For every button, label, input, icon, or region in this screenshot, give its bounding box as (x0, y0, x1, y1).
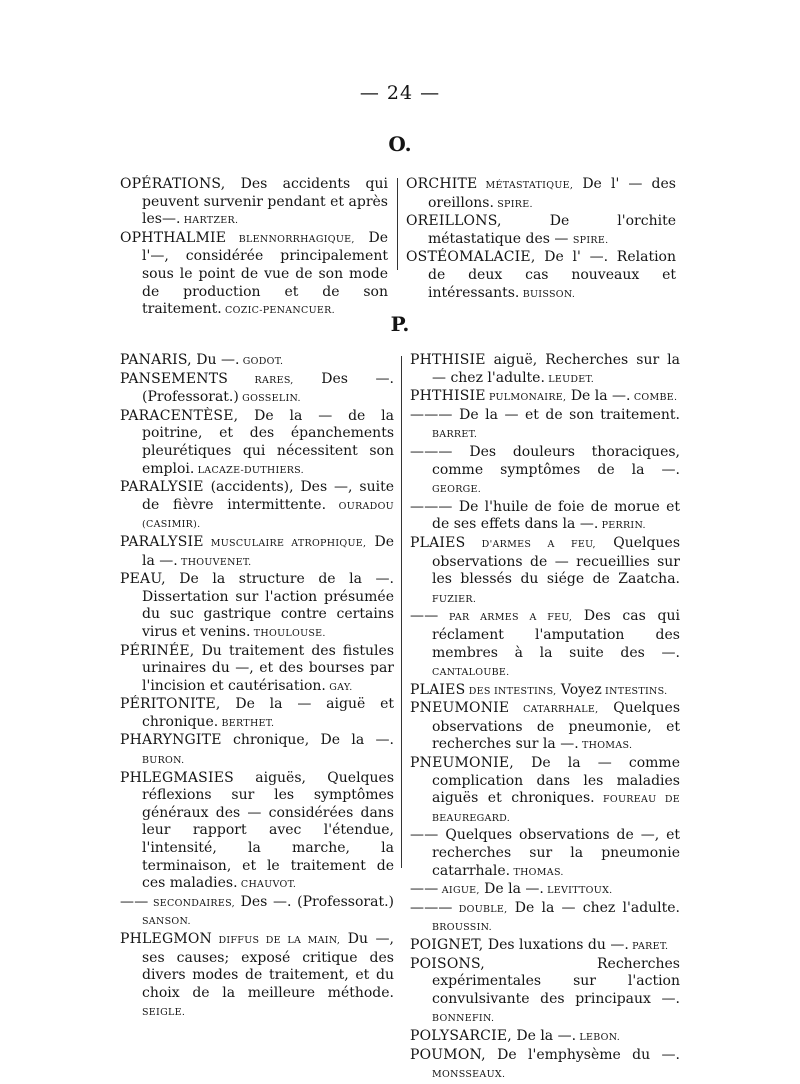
entry-text: Du —, ses causes; exposé critique des divers modes de traitement, et du choix de la meilleure méthode. (142, 931, 395, 1001)
entry-text: Quelques observations de —, et recherches sur la pneumonie catarrhale. (432, 827, 680, 879)
entry-headword: PHLEGMON (120, 931, 212, 947)
entry-headword: POLYSARCIE, (410, 1027, 512, 1044)
entry-headword: PNEUMONIE, (410, 755, 514, 772)
entry-headword: PHLEGMASIES (120, 769, 234, 786)
entry-headword: OPÉRATIONS, (120, 176, 226, 192)
entry-text: Des luxations du —. (483, 937, 629, 953)
entry-text: Quelques observations de — recueillies sur les blessés du siége de Zaatcha. (432, 534, 681, 588)
index-entry (410, 444, 680, 499)
entry-text: Des cas qui réclament l'amputation des membres à la suite des —. (432, 608, 681, 661)
column-divider (397, 178, 398, 270)
entry-qualifier: MUSCULAIRE ATROPHIQUE, (203, 537, 367, 549)
entry-headword: OSTÉOMALACIE, (406, 249, 536, 266)
entry-author: SPIRE. (572, 234, 609, 246)
entry-author: COZIC-PENANCUER. (221, 305, 335, 317)
index-entry (120, 408, 394, 479)
index-entry (410, 827, 680, 881)
entry-headword: PNEUMONIE (410, 700, 510, 717)
entry-text: Du traitement des fistules urinaires du —, et des bourses par l'incision et cautérisation. (142, 642, 394, 694)
index-entry (120, 571, 394, 642)
entry-headword: PÉRITONITE, (120, 696, 221, 713)
entry-author: CANTALOUBE. (432, 667, 510, 679)
entry-headword: ——— (410, 498, 453, 515)
page-number: — 24 — (359, 82, 441, 104)
entry-text: aiguë, Recherches sur la — chez l'adulte. (432, 352, 680, 386)
section-p-left-column (120, 352, 394, 1022)
entry-qualifier: CATARRHALE, (509, 704, 599, 716)
entry-author: LACAZE-DUTHIERS. (194, 464, 304, 476)
entry-text: aiguës, Quelques réflexions sur les symptômes généraux des — considérées dans leur rapport avec l'étendue, l'intensité, la marche, la terminaison, et le traitement de ces maladies. (142, 769, 394, 892)
index-entry (410, 956, 680, 1028)
entry-author: LEBON. (576, 1031, 621, 1043)
entry-text: De l' — des oreillons. (428, 176, 676, 211)
entry-text: Des accidents qui peuvent survenir pendant et après les—. (142, 176, 388, 228)
index-entry (120, 371, 394, 408)
entry-qualifier: DES INTESTINS, (465, 685, 557, 697)
entry-text: De l'emphysème du —. (485, 1046, 680, 1063)
entry-author: GEORGE. (432, 484, 482, 496)
entry-headword: PHTHISIE (410, 352, 486, 368)
entry-author: GAY. (325, 681, 353, 693)
entry-headword: ——— (410, 899, 453, 916)
entry-author: GODOT. (239, 356, 284, 367)
entry-headword: PHARYNGITE (120, 732, 222, 749)
entry-text: De la —. (142, 533, 394, 569)
index-entry (410, 499, 680, 535)
index-entry (410, 700, 680, 755)
entry-author: OURADOU (CASIMIR). (142, 500, 394, 531)
entry-text: De l' —. Relation de deux cas nouveaux et intéressants. (428, 249, 676, 301)
entry-author: BURON. (142, 755, 185, 767)
index-entry (406, 249, 676, 303)
entry-text: Voyez (556, 681, 602, 698)
index-entry (410, 682, 680, 701)
entry-qualifier: MÉTASTATIQUE, (477, 180, 574, 191)
entry-text: De la — comme complication dans les maladies aiguës et chroniques. (432, 755, 680, 807)
entry-headword: OREILLONS, (406, 213, 502, 230)
entry-text: De l'—, considérée principalement sous le point de vue de son mode de production et de son traitement. (142, 229, 388, 318)
index-entry (120, 696, 394, 732)
entry-author: THOUVENET. (177, 556, 252, 568)
entry-text: Recherches expérimentales sur l'action convulsivante des principaux —. (432, 955, 680, 1007)
index-entry (120, 176, 388, 230)
entry-text: chronique, De la —. (221, 732, 394, 749)
section-p-right-column (410, 352, 680, 1084)
index-entry (410, 608, 680, 681)
entry-author: BARRET. (432, 429, 478, 441)
index-entry (410, 937, 680, 956)
index-entry (120, 770, 394, 894)
index-entry (120, 534, 394, 571)
entry-qualifier: DIFFUS DE LA MAIN, (212, 935, 341, 946)
entry-author: GOSSELIN. (238, 393, 301, 405)
index-entry (120, 732, 394, 769)
entry-author: BONNEFIN. (432, 1013, 495, 1025)
entry-text: Quelques observations de pneumonie, et recherches sur la —. (432, 700, 680, 753)
entry-headword: PHTHISIE (410, 388, 486, 405)
entry-qualifier: BLENNORRHAGIQUE, (226, 233, 355, 245)
entry-headword: PARALYSIE (120, 533, 204, 550)
entry-headword: PEAU, (120, 571, 166, 588)
index-entry (120, 352, 394, 371)
entry-headword: PANSEMENTS (120, 370, 229, 387)
entry-text: De la — aiguë et chronique. (142, 696, 394, 730)
entry-text: Des —. (Professorat.) (142, 370, 394, 406)
entry-text: De la —. (479, 881, 544, 898)
section-heading-o: O. (388, 132, 412, 156)
entry-text: (accidents), Des —, suite de fièvre intermittente. (142, 479, 394, 513)
index-entry (410, 352, 680, 388)
section-o-left-column (120, 176, 388, 320)
entry-text: De l'orchite métastatique des — (428, 213, 676, 247)
entry-author: THOMAS. (510, 866, 564, 878)
entry-qualifier: AIGUE, (438, 885, 480, 897)
entry-headword: —— (410, 608, 439, 625)
index-entry (406, 176, 676, 213)
index-entry (410, 535, 680, 608)
entry-headword: PARALYSIE (120, 479, 204, 496)
entry-text: De l'huile de foie de morue et de ses effets dans la —. (432, 498, 680, 533)
entry-text: Des —. (Professorat.) (234, 893, 394, 910)
entry-author: SPIRE. (493, 198, 533, 210)
entry-headword: OPHTHALMIE (120, 229, 227, 246)
entry-author: FUZIER. (432, 593, 477, 605)
entry-qualifier: D'ARMES A FEU, (465, 538, 596, 550)
index-entry (120, 894, 394, 931)
entry-author: FOUREAU DE BEAUREGARD. (432, 794, 680, 824)
entry-headword: PLAIES (410, 534, 466, 551)
index-entry (410, 388, 680, 407)
index-entry (410, 900, 680, 937)
entry-author: THOMAS. (578, 740, 633, 752)
entry-text: De la — chez l'adulte. (507, 899, 681, 916)
entry-author: BUISSON. (519, 288, 576, 300)
index-entry (410, 755, 680, 827)
entry-text: De la —. (511, 1027, 577, 1044)
index-entry (120, 230, 388, 320)
entry-headword: POUMON, (410, 1046, 486, 1063)
entry-headword: ——— (410, 443, 453, 460)
entry-author: MONSSEAUX. (432, 1069, 506, 1081)
entry-author: PARET. (628, 941, 669, 952)
index-entry (120, 643, 394, 697)
entry-headword: PÉRINÉE, (120, 642, 195, 659)
entry-qualifier: DOUBLE, (452, 903, 508, 915)
entry-headword: POISONS, (410, 955, 485, 972)
index-entry (120, 479, 394, 534)
entry-headword: PANARIS, (120, 352, 192, 368)
entry-author: HARTZER. (180, 215, 239, 227)
entry-headword: ——— (410, 406, 453, 423)
entry-text: De la — et de son traitement. (452, 406, 680, 423)
entry-qualifier: SECONDAIRES, (148, 897, 235, 909)
entry-author: CHAUVOT. (237, 879, 297, 891)
entry-headword: —— (410, 827, 439, 844)
entry-author: COMBE. (630, 392, 678, 404)
entry-qualifier: PULMONAIRE, (485, 392, 567, 404)
entry-headword: —— (120, 893, 149, 910)
column-divider (401, 356, 402, 868)
section-heading-p: P. (390, 312, 410, 336)
entry-text: Du —. (191, 352, 240, 368)
entry-qualifier: PAR ARMES A FEU, (438, 612, 573, 624)
entry-author: INTESTINS. (601, 685, 668, 697)
entry-qualifier: RARES, (228, 374, 294, 386)
index-entry (410, 407, 680, 444)
index-entry (410, 1047, 680, 1084)
entry-text: De la structure de la —. Dissertation sur l'action présumée du suc gastrique contre certains virus et venins. (142, 571, 394, 640)
entry-author: LEVITTOUX. (543, 885, 613, 897)
entry-headword: PLAIES (410, 681, 466, 698)
index-entry (410, 881, 680, 900)
entry-author: SEIGLE. (142, 1007, 186, 1019)
index-entry (406, 213, 676, 249)
entry-author: THOULOUSE. (250, 627, 326, 639)
index-entry (410, 1028, 680, 1047)
entry-author: LEUDET. (544, 373, 595, 385)
entry-headword: PARACENTÈSE, (120, 407, 239, 424)
entry-text: Des douleurs thoraciques, comme symptômes de la —. (432, 443, 680, 478)
entry-text: De la — de la poitrine, et des épanchements pleurétiques qui nécessitent son emploi. (142, 407, 394, 477)
entry-author: BERTHET. (218, 717, 275, 729)
entry-author: SANSON. (142, 916, 191, 928)
section-o-right-column (406, 176, 676, 303)
entry-author: BROUSSIN. (432, 922, 492, 934)
index-entry (120, 931, 394, 1022)
entry-headword: POIGNET, (410, 937, 484, 953)
entry-headword: ORCHITE (406, 176, 478, 192)
entry-headword: —— (410, 881, 439, 898)
entry-author: PERRIN. (598, 520, 646, 532)
entry-text: De la —. (566, 388, 631, 405)
